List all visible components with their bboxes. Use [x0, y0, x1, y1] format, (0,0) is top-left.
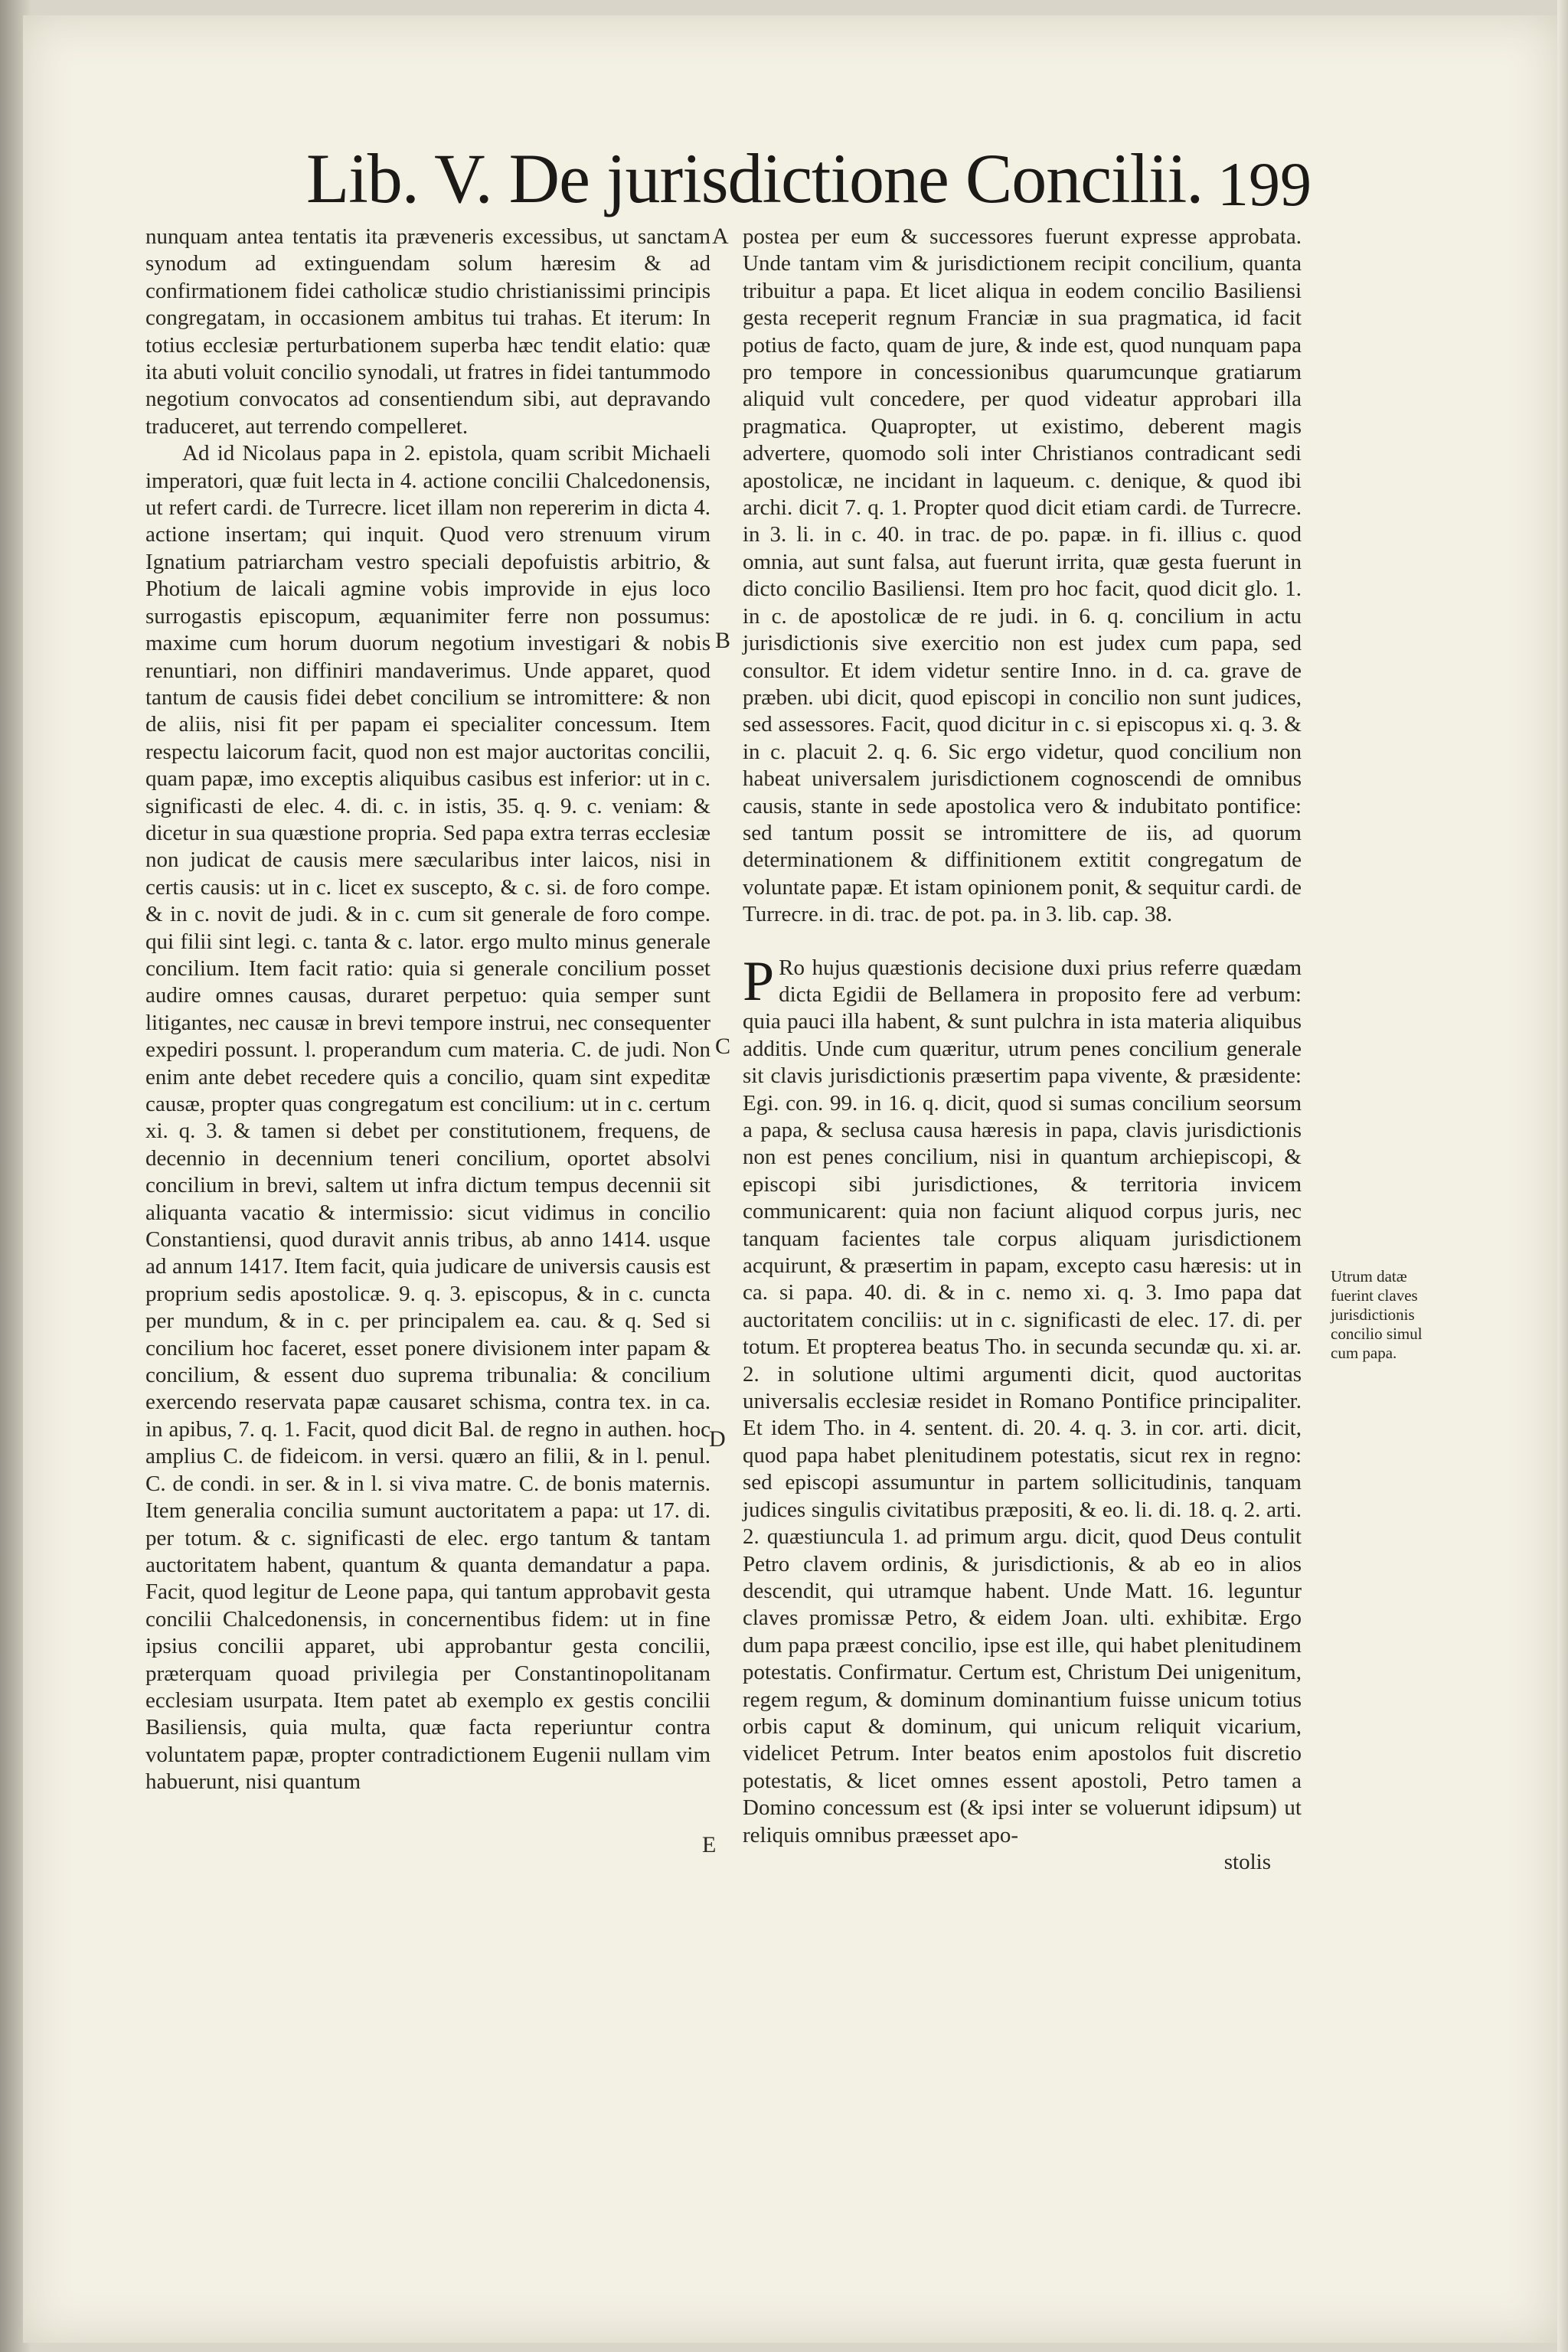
page-number: 199 [1217, 149, 1312, 219]
running-header [306, 138, 1317, 230]
right-paragraph-2 [743, 949, 1302, 1849]
margin-note: Utrum datæ fuerint claves jurisdictionis concilio simul cum papa. [1331, 1267, 1423, 1362]
section-marker-e: E [702, 1832, 717, 1857]
section-marker-c: C [715, 1034, 731, 1059]
right-paragraph-2-text: Ro hujus quæstionis decisione duxi prius referre quædam dicta Egidii de Bellamera in proposito fere ad verbum: quia pauci illa habent, & sunt pulchra in ista materia aliquibus additis. Unde cum quæritur, utrum penes concilium generale sit clavis jurisdictionis præsertim papa vivente, & præsidente: Egi. con. 99. in 16. q. dicit, quod si sumas concilium seorsum a papa, & seclusa causa hæresis in papa, clavis jurisdictionis non est penes concilium, nisi in quantum archiepiscopi, & episcopi sibi jurisdictiones, & territoria invicem communicarent: quia non faciunt aliquod corpus juris, nec tanquam facientes tale corpus aliquam jurisdictionem acquirunt, & præsertim in papam, excepto casu hæresis: ut in ca. si papa. 40. di. & in c. nemo xi. q. 3. Imo papa dat auctoritatem conciliis: ut in c. significasti de elec. 17. di. per totum. Et propterea beatus Tho. in secunda secundæ qu. xi. ar. 2. in solutione ultimi argumenti dicit, quod auctoritas universalis ecclesiæ residet in Romano Pontifice principaliter. Et idem Tho. in 4. sentent. di. 20. 4. q. 3. in cor. arti. dicit, quod papa habet plenitudinem potestatis, sicut rex in regno: sed episcopi assumuntur in partem sollicitudinis, tanquam judices singulis civitatibus præpositi, & eo. li. di. 18. q. 2. arti. 2. quæstiuncula 1. ad primum argu. dicit, quod Deus contulit Petro clavem ordinis, & jurisdictionis, & ab eo in alios descendit, qui utramque habent. Unde Matt. 16. leguntur claves promissæ Petro, & eidem Joan. ulti. exhibitæ. Ergo dum papa præest concilio, ipse est ille, qui habet plenitudinem potestatis. Confirmatur. Certum est, Christum Dei unigenitum, regem regum, & dominum dominantium fuisse unicum totius orbis caput & dominum, qui unicum reliquit vicarium, videlicet Petrum. Inter beatos enim apostolos fuit discretio potestatis, & licet omnes essent apostoli, Petro tamen a Domino concessum est (& ipsi inter se voluerunt idipsum) ut reliquis omnibus præesset apo- [743, 955, 1302, 1847]
left-column [145, 224, 710, 1796]
page-edge [1557, 0, 1568, 2352]
left-paragraph-2: Ad id Nicolaus papa in 2. epistola, quam scribit Michaeli imperatori, quæ fuit lecta in 4. actione concilii Chalcedonensis, ut refert cardi. de Turrecre. licet illam non repererim in dicta 4. actione insertam; qui inquit. Quod vero strenuum virum Ignatium patriarcham vestro speciali depofuistis arbitrio, & Photium de laicali agmine vobis improvide in ejus loco surrogastis episcopum, æquanimiter ferre non possumus: maxime cum horum duorum negotium investigari & nobis renuntiari, non diffiniri mandaverimus. Unde apparet, quod tantum de causis fidei debet concilium se intromittere: & non de aliis, nisi fit per papam ei specialiter concessum. Item respectu laicorum facit, quod non est major auctoritas concilii, quam papæ, imo exceptis aliquibus casibus est inferior: ut in c. significasti de elec. 4. di. c. in istis, 35. q. 9. c. veniam: & dicetur in sua quæstione propria. Sed papa extra terras ecclesiæ non judicat de causis mere sæcularibus inter laicos, nisi in certis causis: ut in c. licet ex suscepto, & c. si. de foro compe. & in c. novit de judi. & in c. cum sit generale de foro compe. qui filii sint legi. c. tanta & c. lator. ergo multo minus generale concilium. Item facit ratio: quia si generale concilium posset audire omnes causas, duraret perpetuo: quia semper sunt litigantes, nec causæ in brevi tempore instrui, nec consequenter expediri possunt. l. properandum cum materia. C. de judi. Non enim ante debet recedere quis a concilio, quam sint expeditæ causæ, propter quas congregatum est concilium: ut in c. certum xi. q. 3. & tamen si debet per constitutionem, frequens, de decennio in decennium teneri concilium, oportet absolvi concilium in brevi, saltem ut infra dictum tempus decennii sit aliquanta vacatio & intermissio: sicut vidimus in concilio Constantiensi, quod duravit annis tribus, ab anno 1414. usque ad annum 1417. Item facit, quia judicare de universis causis est proprium sedis apostolicæ. 9. q. 3. episcopus, & in c. cuncta per mundum, & in c. per principalem ea. cau. & q. Sed si concilium hoc faceret, esset ponere divisionem inter papam & concilium, & essent duo suprema tribunalia: & concilium exercendo reservata papæ causaret schisma, contra tex. in ca. in apibus, 7. q. 1. Facit, quod dicit Bal. de regno in authen. hoc amplius C. de fideicom. in versi. quæro an filii, & in l. penul. C. de condi. in ser. & in l. si viva matre. C. de bonis maternis. Item generalia concilia sumunt auctoritatem a papa: ut 17. di. per totum. & c. significasti de elec. ergo tantum & tantam auctoritatem habent, quantum & quanta demandatur a papa. Facit, quod legitur de Leone papa, qui tantum approbavit gesta concilii Chalcedonensis, in concernentibus fidem: ut in fine ipsius concilii apparet, ubi approbantur gesta concilii, præterquam quoad privilegia per Constantinopolitanam ecclesiam usurpata. Item patet ab exemplo ex gestis concilii Basiliensis, quia multa, quæ facta reperiuntur contra voluntatem papæ, propter contradictionem Eugenii nullam vim habuerunt, nisi quantum [145, 441, 710, 1795]
section-marker-b: B [715, 628, 731, 653]
left-paragraph-1: nunquam antea tentatis ita præveneris excessibus, ut sanctam synodum ad extinguendam solum hæresim & ad confirmationem fidei catholicæ studio christianissimi principis congregatam, in occasionem ambitus tui trahas. Et iterum: In totius ecclesiæ perturbationem superba hæc tendit elatio: quæ ita abuti voluit concilio synodali, ut fratres in fidei tantummodo negotium convocatos ad consentiendum sibi, aut depravando traduceret, aut terrendo compelleret. [145, 224, 710, 439]
drop-capital: P [743, 949, 775, 1013]
right-paragraph-1: postea per eum & successores fuerunt expresse approbata. Unde tantam vim & jurisdictionem recipit concilium, quanta tribuitur a papa. Et licet aliqua in eodem concilio Basiliensi gesta receperit regnum Franciæ in sua pragmatica, id facit potius de facto, quam de jure, & inde est, quod nunquam papa pro tempore in concessionibus quarumcunque gratiarum aliquid vult concedere, per quod videatur approbari illa pragmatica. Quapropter, ut existimo, deberent magis advertere, quomodo soli inter Christianos contradicant sedi apostolicæ, ne incidant in laqueum. c. denique, & quod ibi archi. dicit 7. q. 1. Propter quod dicit etiam cardi. de Turrecre. in 3. li. in c. 40. in trac. de po. papæ. in fi. illius c. quod omnia, aut sunt falsa, aut fuerunt irrita, quæ gesta fuerunt in dicto concilio Basiliensi. Item pro hoc facit, quod dicit glo. 1. in c. de apostolicæ de re judi. in 6. q. concilium in actu jurisdictionis sive exercitio non est judex cum papa, sed consultor. Et idem videtur sentire Inno. in d. ca. grave de præben. ubi dicit, quod episcopi in concilio non sunt judices, sed assessores. Facit, quod dicitur in c. si episcopus xi. q. 3. & in c. placuit 2. q. 6. Sic ergo videtur, quod concilium non habeat universalem jurisdictionem cognoscendi de omnibus causis, stante in sede apostolica vero & indubitato pontifice: sed tantum possit se intromittere de iis, ad quorum determinationem & diffinitionem extitit congregatum de voluntate papæ. Et istam opinionem ponit, & sequitur cardi. de Turrecre. in di. trac. de pot. pa. in 3. lib. cap. 38. [743, 224, 1302, 927]
section-marker-d: D [709, 1426, 726, 1452]
section-marker-a: A [712, 224, 729, 249]
running-title: Lib. V. De jurisdictione Concilii. [306, 139, 1204, 217]
right-column [743, 224, 1302, 1876]
catchword: stolis [1223, 1849, 1271, 1874]
